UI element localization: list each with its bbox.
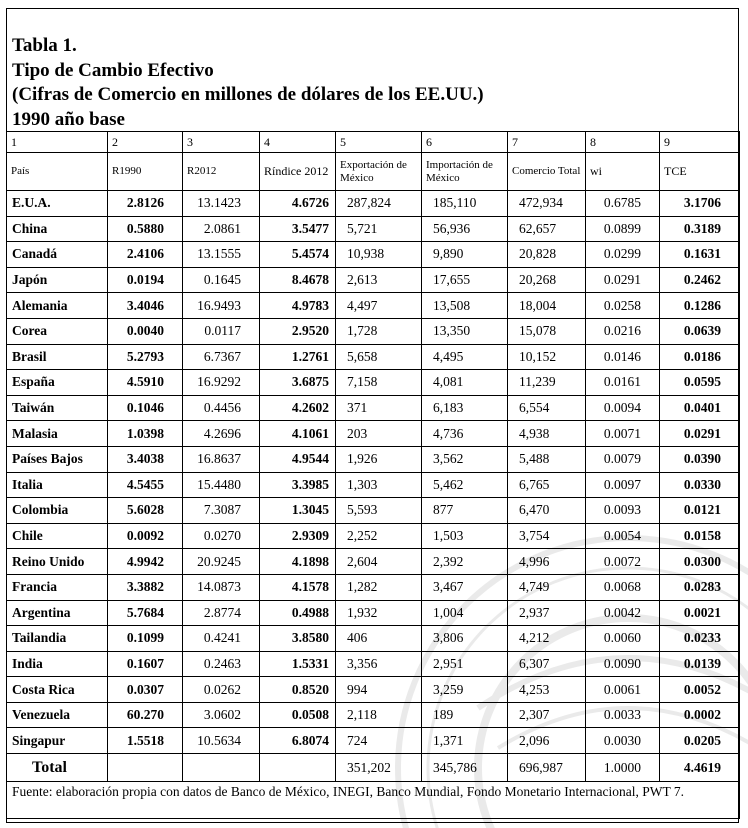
title-line-4: 1990 año base: [12, 108, 125, 130]
cell-country: Canadá: [7, 242, 108, 268]
cell-r2012: 0.4456: [183, 395, 260, 421]
cell-rindice: 4.9783: [260, 293, 336, 319]
cell-wi: 0.0299: [586, 242, 660, 268]
cell-r2012: 7.3087: [183, 498, 260, 524]
cell-export: 10,938: [336, 242, 422, 268]
cell-r2012: 16.9493: [183, 293, 260, 319]
cell-export: 7,158: [336, 370, 422, 396]
cell-trade: 472,934: [508, 191, 586, 217]
column-number: 1: [7, 132, 108, 153]
column-number: 3: [183, 132, 260, 153]
cell-export: 2,613: [336, 267, 422, 293]
cell-tce: 0.0595: [660, 370, 740, 396]
cell-rindice: 4.9544: [260, 446, 336, 472]
cell-tce: 0.0283: [660, 574, 740, 600]
cell-tce: 3.1706: [660, 191, 740, 217]
cell-r2012: 20.9245: [183, 549, 260, 575]
cell-tce: 0.1286: [660, 293, 740, 319]
cell-country: España: [7, 370, 108, 396]
table-row: [7, 651, 740, 677]
table-row: [7, 498, 740, 524]
cell-country: E.U.A.: [7, 191, 108, 217]
header-export: Exportación de México: [336, 153, 422, 191]
cell-export: 1,282: [336, 574, 422, 600]
cell-tce: 0.0205: [660, 728, 740, 754]
cell-import: 17,655: [422, 267, 508, 293]
cell-trade: 5,488: [508, 446, 586, 472]
cell-tce: 0.2462: [660, 267, 740, 293]
cell-import: 3,806: [422, 626, 508, 652]
exchange-rate-table: [6, 131, 740, 819]
cell-import: 56,936: [422, 216, 508, 242]
table-row: [7, 523, 740, 549]
cell-trade: 4,996: [508, 549, 586, 575]
cell-r1990: 5.2793: [108, 344, 183, 370]
cell-country: Costa Rica: [7, 677, 108, 703]
cell-tce: 0.0401: [660, 395, 740, 421]
table-row: [7, 421, 740, 447]
cell-r1990: 60.270: [108, 702, 183, 728]
cell-r1990: 4.9942: [108, 549, 183, 575]
cell-country: China: [7, 216, 108, 242]
cell-trade: 4,749: [508, 574, 586, 600]
table-row: [7, 318, 740, 344]
column-number: 8: [586, 132, 660, 153]
cell-r1990: 3.3882: [108, 574, 183, 600]
cell-r2012: 2.0861: [183, 216, 260, 242]
table-row: [7, 267, 740, 293]
header-import: Importación de México: [422, 153, 508, 191]
cell-country: Malasia: [7, 421, 108, 447]
cell-tce: 0.0291: [660, 421, 740, 447]
cell-r2012: 0.0270: [183, 523, 260, 549]
cell-tce: 0.0186: [660, 344, 740, 370]
cell-r1990: 4.5455: [108, 472, 183, 498]
cell-rindice: 3.5477: [260, 216, 336, 242]
cell-r2012: 2.8774: [183, 600, 260, 626]
cell-export: 1,926: [336, 446, 422, 472]
column-number: 4: [260, 132, 336, 153]
title-line-3: (Cifras de Comercio en millones de dólares de los EE.UU.): [12, 84, 484, 105]
cell-export: 994: [336, 677, 422, 703]
cell-r2012: 16.8637: [183, 446, 260, 472]
cell-import: 2,951: [422, 651, 508, 677]
empty-cell: [183, 754, 260, 782]
cell-country: Italia: [7, 472, 108, 498]
cell-tce: 0.0139: [660, 651, 740, 677]
column-number: 6: [422, 132, 508, 153]
cell-import: 9,890: [422, 242, 508, 268]
cell-country: Chile: [7, 523, 108, 549]
cell-trade: 6,765: [508, 472, 586, 498]
table-row: [7, 216, 740, 242]
cell-wi: 0.0033: [586, 702, 660, 728]
cell-import: 3,562: [422, 446, 508, 472]
empty-cell: [260, 754, 336, 782]
cell-trade: 4,938: [508, 421, 586, 447]
cell-export: 3,356: [336, 651, 422, 677]
source-footnote: Fuente: elaboración propia con datos de Banco de México, INEGI, Banco Mundial, Fondo Monetario Internacional, PWT 7.: [7, 782, 740, 819]
cell-r2012: 4.2696: [183, 421, 260, 447]
cell-export: 371: [336, 395, 422, 421]
cell-r2012: 0.1645: [183, 267, 260, 293]
cell-import: 1,503: [422, 523, 508, 549]
cell-country: Francia: [7, 574, 108, 600]
cell-r1990: 3.4046: [108, 293, 183, 319]
total-label: Total: [7, 754, 108, 782]
cell-rindice: 3.3985: [260, 472, 336, 498]
cell-trade: 2,937: [508, 600, 586, 626]
cell-wi: 0.0072: [586, 549, 660, 575]
cell-r1990: 4.5910: [108, 370, 183, 396]
cell-tce: 0.0002: [660, 702, 740, 728]
cell-country: Colombia: [7, 498, 108, 524]
cell-r2012: 6.7367: [183, 344, 260, 370]
cell-trade: 62,657: [508, 216, 586, 242]
cell-wi: 0.0097: [586, 472, 660, 498]
table-row: [7, 344, 740, 370]
cell-export: 1,932: [336, 600, 422, 626]
cell-import: 877: [422, 498, 508, 524]
cell-r1990: 1.0398: [108, 421, 183, 447]
cell-trade: 6,307: [508, 651, 586, 677]
cell-import: 4,495: [422, 344, 508, 370]
cell-export: 4,497: [336, 293, 422, 319]
cell-country: Singapur: [7, 728, 108, 754]
table-row: [7, 395, 740, 421]
cell-tce: 0.1631: [660, 242, 740, 268]
cell-country: Taiwán: [7, 395, 108, 421]
table-row: [7, 702, 740, 728]
cell-tce: 0.3189: [660, 216, 740, 242]
cell-wi: 0.0071: [586, 421, 660, 447]
header-trade: Comercio Total: [508, 153, 586, 191]
cell-import: 2,392: [422, 549, 508, 575]
total-wi: 1.0000: [586, 754, 660, 782]
cell-trade: 15,078: [508, 318, 586, 344]
cell-r2012: 0.2463: [183, 651, 260, 677]
table-row: [7, 626, 740, 652]
cell-r1990: 5.6028: [108, 498, 183, 524]
cell-trade: 20,828: [508, 242, 586, 268]
cell-r2012: 13.1423: [183, 191, 260, 217]
column-number: 7: [508, 132, 586, 153]
cell-country: Japón: [7, 267, 108, 293]
table-row: [7, 191, 740, 217]
cell-wi: 0.0146: [586, 344, 660, 370]
cell-trade: 3,754: [508, 523, 586, 549]
table-row: [7, 472, 740, 498]
cell-country: Alemania: [7, 293, 108, 319]
cell-r2012: 13.1555: [183, 242, 260, 268]
cell-r1990: 0.0040: [108, 318, 183, 344]
cell-r1990: 3.4038: [108, 446, 183, 472]
cell-country: Tailandia: [7, 626, 108, 652]
cell-wi: 0.0090: [586, 651, 660, 677]
cell-country: Corea: [7, 318, 108, 344]
table-row: [7, 728, 740, 754]
cell-import: 1,371: [422, 728, 508, 754]
cell-rindice: 4.1898: [260, 549, 336, 575]
header-row: [7, 153, 740, 191]
cell-r1990: 0.1046: [108, 395, 183, 421]
cell-wi: 0.0060: [586, 626, 660, 652]
cell-export: 5,658: [336, 344, 422, 370]
cell-wi: 0.0079: [586, 446, 660, 472]
cell-trade: 20,268: [508, 267, 586, 293]
cell-export: 1,728: [336, 318, 422, 344]
cell-rindice: 1.5331: [260, 651, 336, 677]
column-number: 5: [336, 132, 422, 153]
cell-rindice: 0.8520: [260, 677, 336, 703]
cell-r1990: 0.1099: [108, 626, 183, 652]
cell-country: Brasil: [7, 344, 108, 370]
table-row: [7, 242, 740, 268]
table-row: [7, 677, 740, 703]
cell-import: 1,004: [422, 600, 508, 626]
cell-rindice: 0.4988: [260, 600, 336, 626]
empty-cell: [108, 754, 183, 782]
cell-export: 287,824: [336, 191, 422, 217]
cell-wi: 0.0291: [586, 267, 660, 293]
cell-rindice: 4.6726: [260, 191, 336, 217]
cell-country: Argentina: [7, 600, 108, 626]
cell-export: 2,252: [336, 523, 422, 549]
table-row: [7, 293, 740, 319]
cell-r2012: 10.5634: [183, 728, 260, 754]
cell-wi: 0.0054: [586, 523, 660, 549]
cell-rindice: 8.4678: [260, 267, 336, 293]
footnote-row: [7, 782, 740, 819]
cell-rindice: 1.2761: [260, 344, 336, 370]
cell-r2012: 3.0602: [183, 702, 260, 728]
cell-r1990: 1.5518: [108, 728, 183, 754]
cell-r1990: 0.0194: [108, 267, 183, 293]
cell-r1990: 0.0092: [108, 523, 183, 549]
cell-r2012: 0.0117: [183, 318, 260, 344]
cell-r1990: 0.5880: [108, 216, 183, 242]
cell-rindice: 4.1578: [260, 574, 336, 600]
cell-import: 4,081: [422, 370, 508, 396]
total-export: 351,202: [336, 754, 422, 782]
cell-trade: 11,239: [508, 370, 586, 396]
cell-trade: 6,554: [508, 395, 586, 421]
total-trade: 696,987: [508, 754, 586, 782]
cell-rindice: 4.1061: [260, 421, 336, 447]
table-row: [7, 574, 740, 600]
cell-export: 203: [336, 421, 422, 447]
header-country: País: [7, 153, 108, 191]
title-line-1: Tabla 1.: [12, 35, 77, 56]
cell-trade: 2,307: [508, 702, 586, 728]
column-number: 2: [108, 132, 183, 153]
header-wi: wi: [586, 153, 660, 191]
cell-tce: 0.0233: [660, 626, 740, 652]
cell-rindice: 2.9520: [260, 318, 336, 344]
cell-tce: 0.0158: [660, 523, 740, 549]
cell-export: 5,721: [336, 216, 422, 242]
cell-tce: 0.0639: [660, 318, 740, 344]
table-row: [7, 600, 740, 626]
cell-tce: 0.0052: [660, 677, 740, 703]
table-title: [12, 34, 484, 132]
cell-wi: 0.0030: [586, 728, 660, 754]
cell-wi: 0.0258: [586, 293, 660, 319]
cell-r1990: 2.8126: [108, 191, 183, 217]
cell-trade: 10,152: [508, 344, 586, 370]
cell-wi: 0.0068: [586, 574, 660, 600]
table-row: [7, 370, 740, 396]
header-r1990: R1990: [108, 153, 183, 191]
cell-tce: 0.0390: [660, 446, 740, 472]
cell-rindice: 3.6875: [260, 370, 336, 396]
cell-wi: 0.6785: [586, 191, 660, 217]
cell-import: 185,110: [422, 191, 508, 217]
cell-rindice: 4.2602: [260, 395, 336, 421]
cell-import: 13,508: [422, 293, 508, 319]
cell-wi: 0.0093: [586, 498, 660, 524]
cell-rindice: 5.4574: [260, 242, 336, 268]
cell-r1990: 0.0307: [108, 677, 183, 703]
cell-wi: 0.0042: [586, 600, 660, 626]
cell-import: 13,350: [422, 318, 508, 344]
cell-import: 189: [422, 702, 508, 728]
cell-rindice: 0.0508: [260, 702, 336, 728]
cell-r1990: 2.4106: [108, 242, 183, 268]
cell-trade: 4,212: [508, 626, 586, 652]
cell-country: India: [7, 651, 108, 677]
cell-tce: 0.0021: [660, 600, 740, 626]
title-line-2: Tipo de Cambio Efectivo: [12, 59, 214, 81]
header-rindice: Ríndice 2012: [260, 153, 336, 191]
cell-wi: 0.0161: [586, 370, 660, 396]
cell-tce: 0.0121: [660, 498, 740, 524]
cell-import: 6,183: [422, 395, 508, 421]
cell-r2012: 15.4480: [183, 472, 260, 498]
cell-import: 5,462: [422, 472, 508, 498]
cell-rindice: 1.3045: [260, 498, 336, 524]
cell-r2012: 0.0262: [183, 677, 260, 703]
table-row: [7, 446, 740, 472]
cell-export: 1,303: [336, 472, 422, 498]
cell-import: 3,259: [422, 677, 508, 703]
cell-rindice: 6.8074: [260, 728, 336, 754]
column-number: 9: [660, 132, 740, 153]
total-row: [7, 754, 740, 782]
cell-country: Reino Unido: [7, 549, 108, 575]
cell-r1990: 0.1607: [108, 651, 183, 677]
cell-wi: 0.0899: [586, 216, 660, 242]
cell-r2012: 16.9292: [183, 370, 260, 396]
header-tce: TCE: [660, 153, 740, 191]
cell-import: 4,736: [422, 421, 508, 447]
cell-tce: 0.0330: [660, 472, 740, 498]
cell-country: Venezuela: [7, 702, 108, 728]
cell-rindice: 2.9309: [260, 523, 336, 549]
cell-wi: 0.0216: [586, 318, 660, 344]
cell-r2012: 14.0873: [183, 574, 260, 600]
cell-country: Países Bajos: [7, 446, 108, 472]
cell-trade: 6,470: [508, 498, 586, 524]
cell-trade: 4,253: [508, 677, 586, 703]
cell-wi: 0.0061: [586, 677, 660, 703]
cell-wi: 0.0094: [586, 395, 660, 421]
cell-trade: 18,004: [508, 293, 586, 319]
cell-r2012: 0.4241: [183, 626, 260, 652]
total-tce: 4.4619: [660, 754, 740, 782]
cell-rindice: 3.8580: [260, 626, 336, 652]
table-row: [7, 549, 740, 575]
cell-r1990: 5.7684: [108, 600, 183, 626]
cell-import: 3,467: [422, 574, 508, 600]
cell-export: 724: [336, 728, 422, 754]
cell-tce: 0.0300: [660, 549, 740, 575]
header-r2012: R2012: [183, 153, 260, 191]
cell-export: 406: [336, 626, 422, 652]
cell-export: 2,604: [336, 549, 422, 575]
total-import: 345,786: [422, 754, 508, 782]
cell-export: 5,593: [336, 498, 422, 524]
cell-export: 2,118: [336, 702, 422, 728]
cell-trade: 2,096: [508, 728, 586, 754]
column-number-row: [7, 132, 740, 153]
